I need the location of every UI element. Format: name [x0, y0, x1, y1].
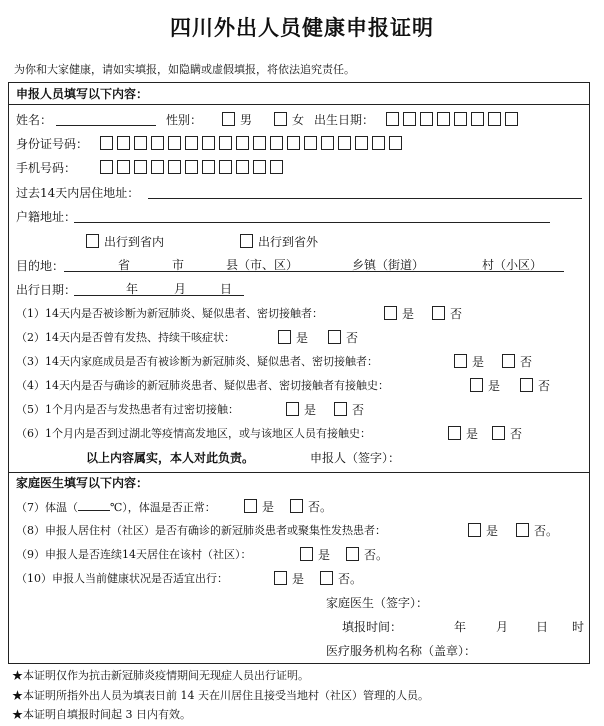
name-input[interactable] [56, 125, 156, 126]
dest-city: 市 [172, 258, 185, 272]
digit-box[interactable] [287, 136, 300, 150]
digit-box[interactable] [253, 160, 266, 174]
form-title: 四川外出人员健康申报证明 [170, 16, 434, 40]
digit-box[interactable] [437, 112, 450, 126]
question-3: （3）14天内家庭成员是否有被诊断为新冠肺炎、疑似患者、密切接触者： [16, 355, 378, 368]
digit-box[interactable] [471, 112, 484, 126]
yes-label: 是 [466, 427, 479, 441]
residence-label: 过去14天内居住地址： [16, 186, 140, 200]
q7-yes[interactable] [244, 499, 274, 515]
digit-box[interactable] [202, 136, 215, 150]
id-label: 身份证号码： [16, 137, 89, 151]
digit-box[interactable] [355, 136, 368, 150]
digit-box[interactable] [185, 136, 198, 150]
travel-out-checkbox[interactable] [240, 234, 253, 248]
question-5: （5）1个月内是否与发热患者有过密切接触： [16, 403, 239, 416]
digit-box[interactable] [134, 160, 147, 174]
male-label: 男 [240, 113, 253, 127]
q7-prefix: （7）体温（ [16, 501, 78, 514]
section1-heading: 申报人员填写以下内容： [16, 87, 149, 101]
applicant-signature[interactable]: 申报人（签字）： [310, 451, 401, 465]
dest-label: 目的地： [16, 259, 65, 273]
q7-unit: ℃），体温是否正常： [110, 501, 216, 514]
no-label: 否。 [308, 500, 333, 514]
question-10: （10）申报人当前健康状况是否适宜出行： [16, 572, 228, 585]
fill-time-year: 年 [454, 620, 467, 634]
yes-label: 是 [318, 548, 331, 562]
phone-boxes[interactable] [98, 160, 285, 176]
date-year: 年 [126, 282, 139, 296]
checkbox[interactable] [286, 402, 299, 416]
form-notice: 为你和大家健康，请如实填报，如隐瞒或虚假填报，将依法追究责任。 [14, 63, 355, 76]
q5-yes[interactable] [286, 402, 316, 418]
q6-yes[interactable] [448, 426, 478, 442]
no-label: 否 [538, 379, 551, 393]
fill-time-hour: 时 [572, 620, 585, 634]
footnote: ★本证明自填报时间起 3 日内有效。 [12, 708, 191, 721]
yes-label: 是 [304, 403, 317, 417]
yes-label: 是 [292, 572, 305, 586]
hukou-input[interactable] [74, 222, 550, 223]
q5-no[interactable] [334, 402, 364, 418]
fill-time-label: 填报时间： [342, 620, 403, 634]
question-8: （8）申报人居住村（社区）是否有确诊的新冠肺炎患者或聚集性发热患者： [16, 524, 386, 537]
digit-box[interactable] [219, 160, 232, 174]
dest-county: 县（市、区） [226, 258, 299, 272]
q10-yes[interactable] [274, 571, 304, 587]
digit-box[interactable] [270, 160, 283, 174]
travel-in-option[interactable] [86, 234, 164, 250]
checkbox[interactable] [320, 571, 333, 585]
q8-yes[interactable] [468, 523, 498, 539]
digit-box[interactable] [100, 160, 113, 174]
travel-in-label: 出行到省内 [104, 235, 165, 249]
checkbox[interactable] [470, 378, 483, 392]
q4-no[interactable] [520, 378, 550, 394]
date-day: 日 [220, 282, 233, 296]
no-label: 否 [346, 331, 359, 345]
yes-label: 是 [488, 379, 501, 393]
q6-no[interactable] [492, 426, 522, 442]
temperature-input[interactable] [78, 499, 110, 511]
institution-stamp[interactable]: 医疗服务机构名称（盖章）： [326, 644, 477, 658]
digit-box[interactable] [236, 136, 249, 150]
digit-box[interactable] [236, 160, 249, 174]
checkbox[interactable] [244, 499, 257, 513]
female-label: 女 [292, 113, 305, 127]
doctor-signature[interactable]: 家庭医生（签字）： [326, 596, 429, 610]
q8-no[interactable] [516, 523, 558, 539]
q4-yes[interactable] [470, 378, 500, 394]
dob-label: 出生日期： [314, 113, 375, 127]
checkbox[interactable] [300, 547, 313, 561]
digit-box[interactable] [219, 136, 232, 150]
digit-box[interactable] [321, 136, 334, 150]
question-6: （6）1个月内是否到过湖北等疫情高发地区，或与该地区人员有接触史： [16, 427, 371, 440]
q9-no[interactable] [346, 547, 388, 563]
no-label: 否。 [338, 572, 363, 586]
no-label: 否。 [364, 548, 389, 562]
digit-box[interactable] [134, 136, 147, 150]
date-input[interactable] [74, 295, 244, 296]
footnote: ★本证明所指外出人员为填表日前 14 天在川居住且接受当地村（社区）管理的人员。 [12, 689, 429, 702]
residence-input[interactable] [148, 198, 582, 199]
checkbox[interactable] [346, 547, 359, 561]
digit-box[interactable] [403, 112, 416, 126]
digit-box[interactable] [338, 136, 351, 150]
divider [8, 472, 590, 473]
digit-box[interactable] [117, 136, 130, 150]
q7-no[interactable] [290, 499, 332, 515]
digit-box[interactable] [389, 136, 402, 150]
digit-box[interactable] [117, 160, 130, 174]
no-label: 否 [352, 403, 365, 417]
question-7 [16, 499, 216, 516]
q3-yes[interactable] [454, 354, 484, 370]
checkbox[interactable] [448, 426, 461, 440]
q1-yes[interactable] [384, 306, 414, 322]
digit-box[interactable] [168, 160, 181, 174]
footnote: ★本证明仅作为抗击新冠肺炎疫情期间无现症人员出行证明。 [12, 669, 309, 682]
female-checkbox[interactable] [274, 112, 287, 126]
checkbox[interactable] [334, 402, 347, 416]
female-option[interactable] [274, 112, 304, 128]
checkbox[interactable] [502, 354, 515, 368]
question-9: （9）申报人是否连续14天居住在该村（社区）： [16, 548, 252, 561]
gender-label: 性别： [166, 113, 203, 127]
question-1: （1）14天内是否被诊断为新冠肺炎、疑似患者、密切接触者： [16, 307, 323, 320]
digit-box[interactable] [168, 136, 181, 150]
checkbox[interactable] [468, 523, 481, 537]
q2-yes[interactable] [278, 330, 308, 346]
no-label: 否 [520, 355, 533, 369]
digit-box[interactable] [270, 136, 283, 150]
hukou-label: 户籍地址： [16, 210, 77, 224]
q9-yes[interactable] [300, 547, 330, 563]
male-option[interactable] [222, 112, 252, 128]
checkbox[interactable] [516, 523, 529, 537]
digit-box[interactable] [420, 112, 433, 126]
checkbox[interactable] [328, 330, 341, 344]
checkbox[interactable] [290, 499, 303, 513]
checkbox[interactable] [384, 306, 397, 320]
digit-box[interactable] [100, 136, 113, 150]
q2-no[interactable] [328, 330, 358, 346]
no-label: 否 [450, 307, 463, 321]
q10-no[interactable] [320, 571, 362, 587]
digit-box[interactable] [202, 160, 215, 174]
checkbox[interactable] [454, 354, 467, 368]
q1-no[interactable] [432, 306, 462, 322]
question-2: （2）14天内是否曾有发热、持续干咳症状： [16, 331, 235, 344]
checkbox[interactable] [520, 378, 533, 392]
dest-town: 乡镇（街道） [352, 258, 425, 272]
digit-box[interactable] [185, 160, 198, 174]
checkbox[interactable] [492, 426, 505, 440]
travel-out-option[interactable] [240, 234, 318, 250]
yes-label: 是 [402, 307, 415, 321]
yes-label: 是 [262, 500, 275, 514]
date-month: 月 [174, 282, 187, 296]
yes-label: 是 [486, 524, 499, 538]
checkbox[interactable] [278, 330, 291, 344]
checkbox[interactable] [274, 571, 287, 585]
q3-no[interactable] [502, 354, 532, 370]
dest-province: 省 [118, 258, 131, 272]
yes-label: 是 [296, 331, 309, 345]
digit-box[interactable] [253, 136, 266, 150]
male-checkbox[interactable] [222, 112, 235, 126]
dob-boxes[interactable] [384, 112, 520, 128]
digit-box[interactable] [304, 136, 317, 150]
digit-box[interactable] [151, 160, 164, 174]
travel-in-checkbox[interactable] [86, 234, 99, 248]
no-label: 否 [510, 427, 523, 441]
checkbox[interactable] [432, 306, 445, 320]
no-label: 否。 [534, 524, 559, 538]
section2-heading: 家庭医生填写以下内容： [16, 476, 149, 490]
divider [8, 104, 590, 105]
id-boxes[interactable] [98, 136, 404, 152]
declaration: 以上内容属实，本人对此负责。 [86, 451, 255, 465]
fill-time-month: 月 [496, 620, 509, 634]
yes-label: 是 [472, 355, 485, 369]
digit-box[interactable] [488, 112, 501, 126]
digit-box[interactable] [454, 112, 467, 126]
digit-box[interactable] [372, 136, 385, 150]
phone-label: 手机号码： [16, 161, 77, 175]
date-label: 出行日期： [16, 283, 77, 297]
digit-box[interactable] [386, 112, 399, 126]
dest-village: 村（小区） [482, 258, 543, 272]
travel-out-label: 出行到省外 [258, 235, 319, 249]
name-label: 姓名： [16, 113, 53, 127]
digit-box[interactable] [505, 112, 518, 126]
digit-box[interactable] [151, 136, 164, 150]
question-4: （4）14天内是否与确诊的新冠肺炎患者、疑似患者、密切接触者有接触史： [16, 379, 389, 392]
fill-time-day: 日 [536, 620, 549, 634]
